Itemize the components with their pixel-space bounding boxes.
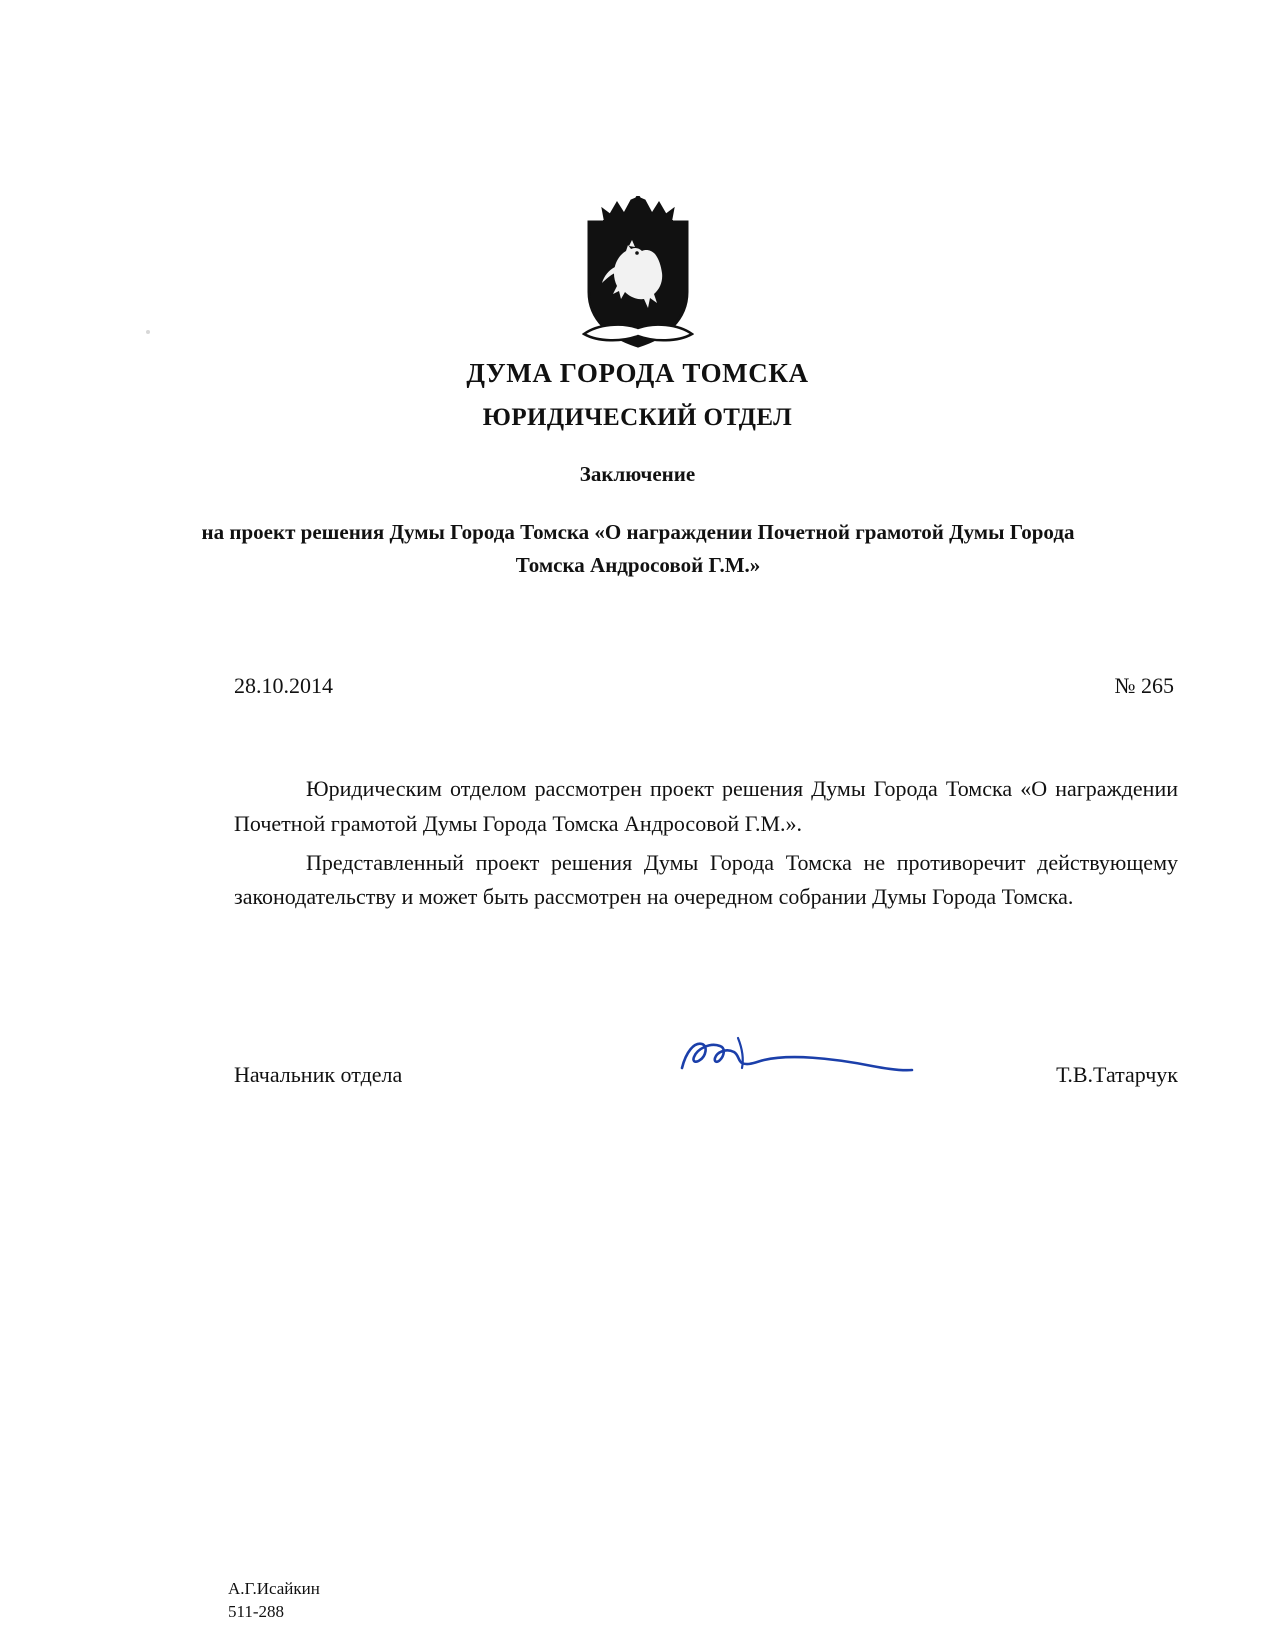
footer-executor: А.Г.Исайкин [228, 1579, 320, 1598]
document-footer [228, 1578, 320, 1624]
coat-of-arms-icon [578, 196, 698, 364]
signature-row [234, 1062, 1178, 1088]
ribbon-icon [582, 318, 694, 346]
document-kind: Заключение [579, 462, 696, 486]
body-paragraph: Представленный проект решения Думы Города Томска не противоречит действующему законодательству и может быть рассмотрен на очередном собрании Думы Города Томска. [234, 849, 1178, 910]
document-date: 28.10.2014 [234, 673, 333, 698]
organization-title: ДУМА ГОРОДА ТОМСКА [466, 358, 809, 388]
department-title: ЮРИДИЧЕСКИЙ ОТДЕЛ [482, 404, 793, 431]
document-body [234, 772, 1178, 915]
footer-phone: 511-288 [228, 1601, 285, 1621]
document-meta [234, 673, 1174, 699]
document-subject: на проект решения Думы Города Томска «О награждении Почетной грамотой Думы Города Томска Андросовой Г.М.» [201, 520, 1075, 577]
document-number: № 265 [1114, 673, 1174, 698]
signer-position: Начальник отдела [234, 1062, 403, 1087]
body-paragraph: Юридическим отделом рассмотрен проект решения Думы Города Томска «О награждении Почетной грамотой Думы Города Томска Андросовой Г.М.». [234, 776, 1178, 836]
emblem-container [0, 196, 1275, 364]
signer-name: Т.В.Татарчук [1056, 1062, 1178, 1087]
